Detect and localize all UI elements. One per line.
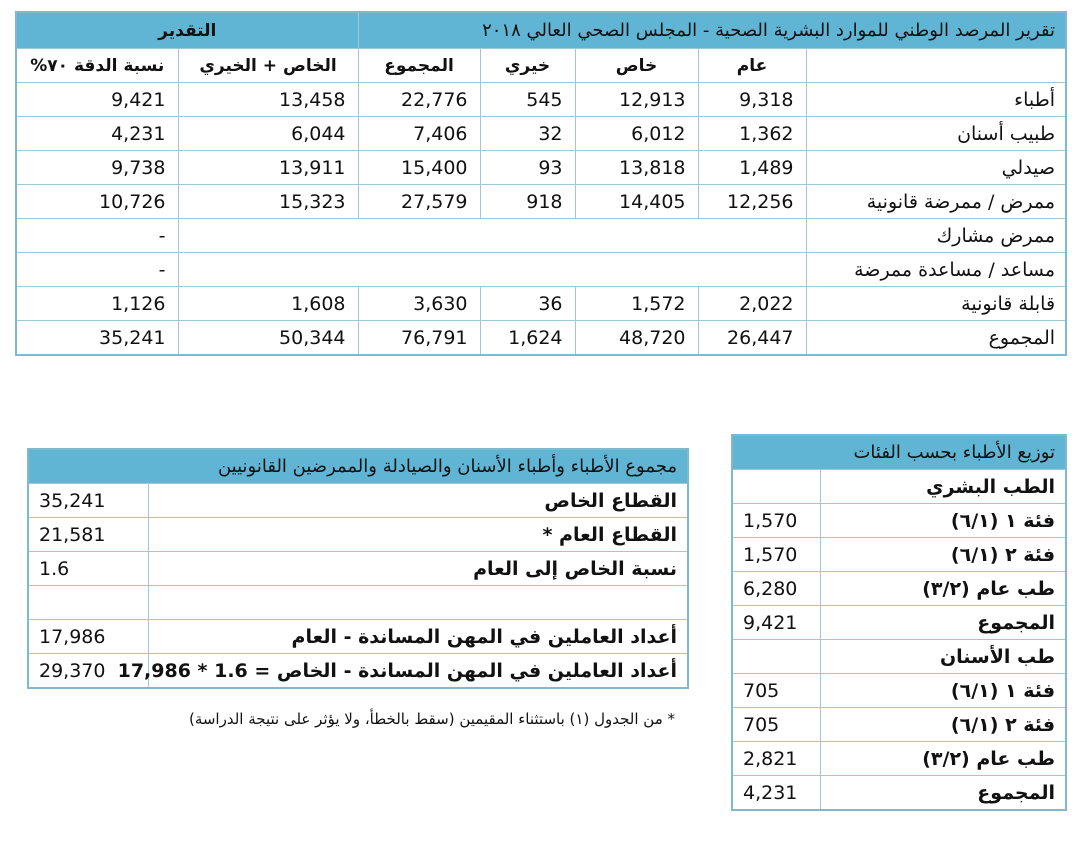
- total-cell: 15,400: [358, 151, 480, 185]
- label-cell: فئة ٢ (٦/١): [820, 708, 1066, 742]
- section-label: الطب البشري: [820, 470, 1066, 504]
- section-row: [732, 470, 1066, 504]
- value-cell: 21,581: [28, 518, 148, 552]
- value-cell: 4,231: [732, 776, 820, 811]
- private-charity-cell: 6,044: [178, 117, 358, 151]
- estimate-header: التقدير: [16, 12, 358, 49]
- public-cell: 1,489: [698, 151, 806, 185]
- charity-cell: 918: [480, 185, 575, 219]
- total-cell: 22,776: [358, 83, 480, 117]
- label-cell: فئة ٢ (٦/١): [820, 538, 1066, 572]
- value-cell: 6,280: [732, 572, 820, 606]
- table-row: [16, 219, 1066, 253]
- summary-table: [27, 448, 689, 689]
- table-row: [16, 321, 1066, 356]
- table-row: [732, 538, 1066, 572]
- empty-cell: [178, 219, 806, 253]
- public-cell: 2,022: [698, 287, 806, 321]
- label-cell: فئة ١ (٦/١): [820, 674, 1066, 708]
- value-cell: 9,421: [732, 606, 820, 640]
- footnote: * من الجدول (١) باستثناء المقيمين (سقط بالخطأ، ولا يؤثر على نتيجة الدراسة): [188, 710, 675, 728]
- private-cell: 13,818: [575, 151, 698, 185]
- private-cell: 12,913: [575, 83, 698, 117]
- private-cell: 14,405: [575, 185, 698, 219]
- table-row: [28, 654, 688, 689]
- hr-report-table: [15, 11, 1067, 356]
- label-cell: طب عام (٣/٢): [820, 572, 1066, 606]
- table-row: [16, 117, 1066, 151]
- public-cell: 26,447: [698, 321, 806, 356]
- charity-cell: 545: [480, 83, 575, 117]
- table-row: [16, 253, 1066, 287]
- section-label: طب الأسنان: [820, 640, 1066, 674]
- col-charity: خيري: [480, 49, 575, 83]
- table-row: [16, 185, 1066, 219]
- table-row: [732, 674, 1066, 708]
- report-title: تقرير المرصد الوطني للموارد البشرية الصحية - المجلس الصحي العالي ٢٠١٨: [358, 12, 1066, 49]
- table-row: [28, 586, 688, 620]
- table-row: [16, 287, 1066, 321]
- table-row: [28, 518, 688, 552]
- total-cell: 3,630: [358, 287, 480, 321]
- accuracy-cell: -: [16, 253, 178, 287]
- charity-cell: 32: [480, 117, 575, 151]
- row-label: ممرض مشارك: [806, 219, 1066, 253]
- private-cell: 1,572: [575, 287, 698, 321]
- total-cell: 27,579: [358, 185, 480, 219]
- value-cell: [732, 640, 820, 674]
- row-label: أطباء: [806, 83, 1066, 117]
- table-row: [732, 742, 1066, 776]
- table-row: [732, 776, 1066, 811]
- row-label: مساعد / مساعدة ممرضة: [806, 253, 1066, 287]
- table-row: [28, 484, 688, 518]
- distribution-table: [731, 434, 1067, 811]
- public-cell: 9,318: [698, 83, 806, 117]
- charity-cell: 36: [480, 287, 575, 321]
- value-cell: 1,570: [732, 504, 820, 538]
- label-cell: [148, 586, 688, 620]
- value-cell: [732, 470, 820, 504]
- col-label-empty: [806, 49, 1066, 83]
- private-cell: 6,012: [575, 117, 698, 151]
- value-cell: 17,986: [28, 620, 148, 654]
- label-cell: القطاع الخاص: [148, 484, 688, 518]
- summary-title: مجموع الأطباء وأطباء الأسنان والصيادلة والممرضين القانونيين: [28, 449, 688, 484]
- label-cell: أعداد العاملين في المهن المساندة - الخاص = 1.6 * 17,986: [148, 654, 688, 689]
- accuracy-cell: 1,126: [16, 287, 178, 321]
- value-cell: 35,241: [28, 484, 148, 518]
- label-cell: المجموع: [820, 606, 1066, 640]
- table-row: [732, 504, 1066, 538]
- label-cell: القطاع العام *: [148, 518, 688, 552]
- total-cell: 7,406: [358, 117, 480, 151]
- charity-cell: 1,624: [480, 321, 575, 356]
- public-cell: 1,362: [698, 117, 806, 151]
- row-label: قابلة قانونية: [806, 287, 1066, 321]
- col-private-charity: الخاص + الخيري: [178, 49, 358, 83]
- section-row: [732, 640, 1066, 674]
- row-label: طبيب أسنان: [806, 117, 1066, 151]
- value-cell: 1,570: [732, 538, 820, 572]
- accuracy-cell: 9,421: [16, 83, 178, 117]
- public-cell: 12,256: [698, 185, 806, 219]
- table-row: [16, 83, 1066, 117]
- table-row: [16, 151, 1066, 185]
- total-cell: 76,791: [358, 321, 480, 356]
- value-cell: 705: [732, 674, 820, 708]
- label-cell: طب عام (٣/٢): [820, 742, 1066, 776]
- accuracy-cell: 10,726: [16, 185, 178, 219]
- accuracy-cell: 35,241: [16, 321, 178, 356]
- private-charity-cell: 13,911: [178, 151, 358, 185]
- col-total: المجموع: [358, 49, 480, 83]
- private-charity-cell: 50,344: [178, 321, 358, 356]
- table-row: [732, 572, 1066, 606]
- row-label: صيدلي: [806, 151, 1066, 185]
- table-row: [732, 708, 1066, 742]
- private-charity-cell: 13,458: [178, 83, 358, 117]
- col-private: خاص: [575, 49, 698, 83]
- label-cell: المجموع: [820, 776, 1066, 811]
- accuracy-cell: 9,738: [16, 151, 178, 185]
- accuracy-cell: 4,231: [16, 117, 178, 151]
- label-cell: فئة ١ (٦/١): [820, 504, 1066, 538]
- value-cell: 29,370: [28, 654, 148, 689]
- charity-cell: 93: [480, 151, 575, 185]
- private-cell: 48,720: [575, 321, 698, 356]
- distribution-title: توزيع الأطباء بحسب الفئات: [732, 435, 1066, 470]
- table-row: [28, 620, 688, 654]
- row-label: ممرض / ممرضة قانونية: [806, 185, 1066, 219]
- col-accuracy: نسبة الدقة ٧٠%: [16, 49, 178, 83]
- private-charity-cell: 15,323: [178, 185, 358, 219]
- col-public: عام: [698, 49, 806, 83]
- label-cell: أعداد العاملين في المهن المساندة - العام: [148, 620, 688, 654]
- empty-cell: [178, 253, 806, 287]
- table-row: [28, 552, 688, 586]
- value-cell: 705: [732, 708, 820, 742]
- value-cell: 1.6: [28, 552, 148, 586]
- value-cell: 2,821: [732, 742, 820, 776]
- private-charity-cell: 1,608: [178, 287, 358, 321]
- accuracy-cell: -: [16, 219, 178, 253]
- row-label: المجموع: [806, 321, 1066, 356]
- table-row: [732, 606, 1066, 640]
- value-cell: [28, 586, 148, 620]
- label-cell: نسبة الخاص إلى العام: [148, 552, 688, 586]
